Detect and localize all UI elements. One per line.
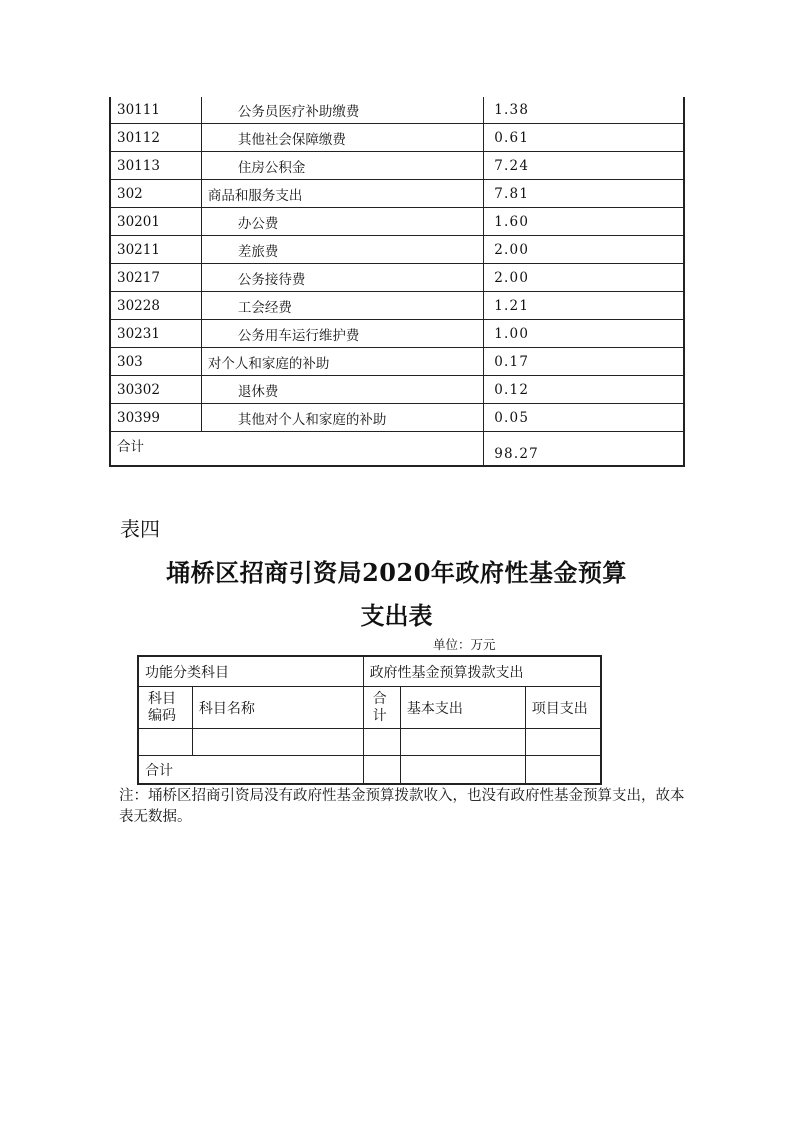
col-total-line2: 计 [372, 707, 387, 724]
empty-cell [363, 729, 400, 756]
row-code: 30302 [110, 376, 201, 404]
row-name: 公务员医疗补助缴费 [201, 97, 483, 124]
row-amount: 7.81 [484, 180, 684, 208]
page-subtitle: 支出表 [360, 601, 433, 630]
table-subheader-row [138, 687, 601, 729]
col-code-header [138, 687, 192, 729]
row-name: 商品和服务支出 [201, 180, 483, 208]
col-total-header [363, 687, 400, 729]
row-code: 30112 [110, 124, 201, 152]
table-header-row [138, 656, 601, 687]
row-name: 工会经费 [201, 292, 483, 320]
row-name: 对个人和家庭的补助 [201, 348, 483, 376]
unit-label: 单位：万元 [433, 637, 496, 652]
row-amount: 0.05 [484, 404, 684, 432]
row-amount: 0.12 [484, 376, 684, 404]
row-name: 公务接待费 [201, 264, 483, 292]
table-row [138, 729, 601, 756]
empty-cell [192, 729, 363, 756]
row-amount: 1.38 [484, 97, 684, 124]
row-amount: 0.61 [484, 124, 684, 152]
row-name: 差旅费 [201, 236, 483, 264]
section-label: 表四 [120, 517, 160, 541]
row-amount: 7.24 [484, 152, 684, 180]
col-project-header: 项目支出 [525, 687, 601, 729]
table-row [110, 236, 684, 264]
expense-table-body [110, 97, 684, 466]
table-row [110, 180, 684, 208]
row-amount: 2.00 [484, 264, 684, 292]
row-code: 30399 [110, 404, 201, 432]
empty-cell [363, 756, 400, 785]
row-code: 30231 [110, 320, 201, 348]
expense-table [109, 97, 685, 467]
table-row [110, 208, 684, 236]
header-fund-expenditure: 政府性基金预算拨款支出 [363, 656, 601, 687]
row-amount: 1.00 [484, 320, 684, 348]
row-code: 30217 [110, 264, 201, 292]
empty-cell [400, 756, 525, 785]
empty-cell [525, 756, 601, 785]
row-name: 其他社会保障缴费 [201, 124, 483, 152]
table-row [110, 376, 684, 404]
table-row [110, 97, 684, 124]
col-code-line2: 编码 [148, 707, 176, 724]
row-amount: 2.00 [484, 236, 684, 264]
row-amount: 1.21 [484, 292, 684, 320]
total-row [110, 432, 684, 467]
row-code: 30228 [110, 292, 201, 320]
col-total-line1: 合 [372, 690, 387, 707]
table-row [110, 264, 684, 292]
row-code: 30201 [110, 208, 201, 236]
row-name: 住房公积金 [201, 152, 483, 180]
empty-cell [138, 729, 192, 756]
row-name: 其他对个人和家庭的补助 [201, 404, 483, 432]
total-label: 合计 [110, 432, 484, 467]
col-basic-header: 基本支出 [400, 687, 525, 729]
table-row [110, 348, 684, 376]
row-code: 30113 [110, 152, 201, 180]
table-row [110, 152, 684, 180]
row-code: 303 [110, 348, 201, 376]
row-amount: 1.60 [484, 208, 684, 236]
row-code: 30111 [110, 97, 201, 124]
empty-cell [400, 729, 525, 756]
table-row [110, 124, 684, 152]
table-row [110, 320, 684, 348]
table-row [110, 292, 684, 320]
row-code: 302 [110, 180, 201, 208]
footnote: 注：埇桥区招商引资局没有政府性基金预算拨款收入，也没有政府性基金预算支出，故本表无数据。 [119, 788, 685, 825]
row-name: 办公费 [201, 208, 483, 236]
row-name: 公务用车运行维护费 [201, 320, 483, 348]
row-code: 30211 [110, 236, 201, 264]
page-title: 埇桥区招商引资局2020年政府性基金预算 [166, 558, 627, 587]
col-code-line1: 科目 [148, 690, 176, 707]
total-label: 合计 [138, 756, 363, 785]
total-row [138, 756, 601, 785]
table-row [110, 404, 684, 432]
col-name-header: 科目名称 [192, 687, 363, 729]
fund-expenditure-table [137, 655, 602, 785]
total-amount: 98.27 [484, 432, 684, 467]
row-amount: 0.17 [484, 348, 684, 376]
header-function-category: 功能分类科目 [138, 656, 363, 687]
row-name: 退休费 [201, 376, 483, 404]
empty-cell [525, 729, 601, 756]
